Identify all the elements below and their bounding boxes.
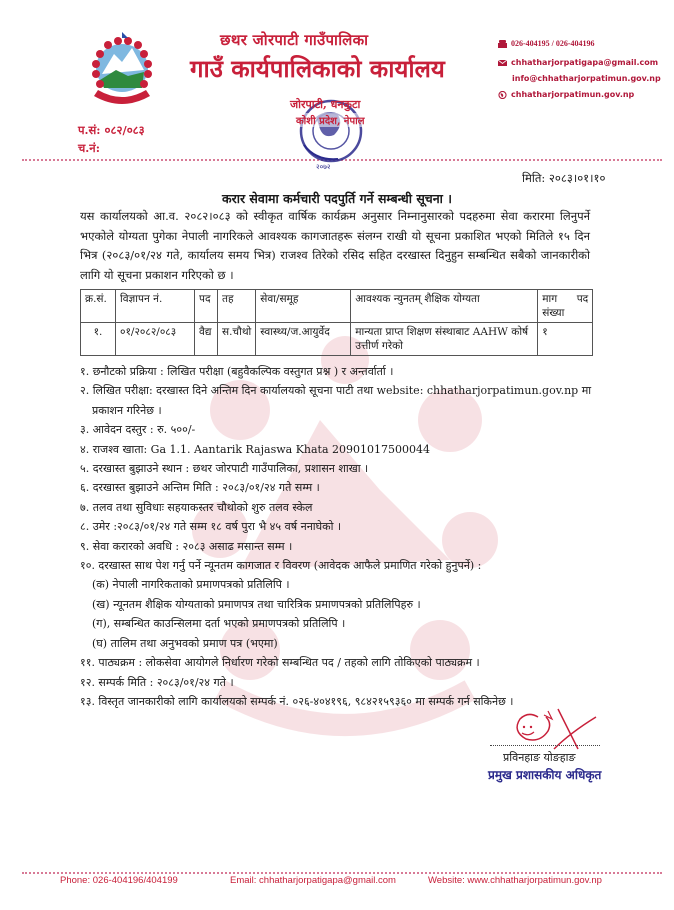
footer-website[interactable]: Website: www.chhatharjorpatimun.gov.np bbox=[428, 875, 602, 886]
cell-post: वैद्य bbox=[195, 323, 218, 356]
notice-subject: करार सेवामा कर्मचारी पदपुर्ति गर्ने सम्बन्धी सूचना । bbox=[222, 191, 452, 206]
office-title: गाउँ कार्यपालिकाको कार्यालय bbox=[190, 54, 445, 83]
col-demand-count: माग पद संख्या bbox=[538, 290, 593, 323]
header-email-primary-text[interactable]: chhatharjorpatigapa@gmail.com bbox=[511, 58, 659, 67]
vacancy-table bbox=[80, 289, 593, 356]
list-item: १०. दरखास्त साथ पेश गर्नु पर्ने न्यूनतम कागजात र विवरण (आवेदक आफैले प्रमाणित गरेको हुनुपर्ने) : bbox=[80, 559, 482, 573]
address-line-1: जोरपाटी, धनकुटा bbox=[290, 98, 361, 111]
list-subitem: (क) नेपाली नागरिकताको प्रमाणपत्रको प्रतिलिपि । bbox=[92, 578, 290, 592]
cell-serial: १. bbox=[81, 323, 116, 356]
footer-phone: Phone: 026-404196/404199 bbox=[60, 875, 178, 886]
notice-intro: यस कार्यालयको आ.व. २०८२।०८३ को स्वीकृत वार्षिक कार्यक्रम अनुसार निम्नानुसारको पदहरुमा सेवा करारमा लिनुपर्ने भएकोले योग्यता पुगेका नेपाली नागरिकले आवश्यक कागजातहरू संलग्न राखी यो सूचना प्रकाशित भएको मितिले १५ दिन भित्र (२०८३/०१/२४ गते, कार्यालय समय भित्र) राजश्व तिरेको रसिद सहित दरखास्त दिनुहुन सम्बन्धित सबैको जानकारीको लागि यो सूचना प्रकाशन गरिएको छ । bbox=[80, 209, 590, 282]
cell-advert-no: ०१/२०८२/०८३ bbox=[116, 323, 195, 356]
footer-divider bbox=[22, 872, 662, 874]
col-qualification: आवश्यक न्युनतम् शैक्षिक योग्यता bbox=[351, 290, 538, 323]
cell-level: स.चौथो bbox=[218, 323, 256, 356]
list-subitem: (ग), सम्बन्धित काउन्सिलमा दर्ता भएको प्रमाणपत्रको प्रतिलिपि । bbox=[92, 617, 346, 631]
cell-demand-count: १ bbox=[538, 323, 593, 356]
address-line-2: कोशी प्रदेश, नेपाल bbox=[296, 113, 365, 127]
list-item: ७. तलव तथा सुविधाः सहयाकस्तर चौथोको शुरु तलव स्केल bbox=[80, 500, 313, 514]
list-item: १. छनौटको प्रक्रिया : लिखित परीक्षा (बहुवैकल्पिक वस्तुगत प्रश्न ) र अन्तर्वार्ता । bbox=[80, 365, 394, 378]
svg-text:२०७२: २०७२ bbox=[316, 163, 331, 171]
list-item: ३. आवेदन दस्तुर : रु. ५००/- bbox=[80, 423, 196, 437]
cell-qualification: मान्यता प्राप्त शिक्षण संस्थाबाट AAHW कोर्ष उत्तीर्ण गरेको bbox=[351, 323, 538, 356]
dispatch-number: च.नं: bbox=[78, 141, 100, 155]
list-item: १२. सम्पर्क मिति : २०८३/०१/२४ गते । bbox=[80, 675, 234, 689]
col-advert-no: विज्ञापन नं. bbox=[116, 290, 195, 323]
table-header-row bbox=[81, 290, 593, 323]
header-email-secondary-text[interactable]: info@chhatharjorpatimun.gov.np bbox=[512, 74, 661, 83]
list-item: ८. उमेर :२०८३/०१/२४ गते सम्म १८ वर्ष पुरा भै ४५ वर्ष ननाघेको । bbox=[80, 520, 342, 534]
signer-title: प्रमुख प्रशासकीय अधिकृत bbox=[488, 768, 602, 782]
table-row bbox=[81, 323, 593, 356]
list-subitem: (घ) तालिम तथा अनुभवको प्रमाण पत्र (भएमा) bbox=[92, 636, 278, 650]
list-item: ६. दरखास्त बुझाउने अन्तिम मिति : २०८३/०१/२४ गते सम्म । bbox=[80, 481, 320, 495]
municipality-name: छथर जोरपाटी गाउँपालिका bbox=[220, 31, 369, 49]
header-phone bbox=[498, 39, 595, 48]
reference-number: प.सं: ०८२/०८३ bbox=[78, 123, 145, 137]
notice-date: मिति: २०८३।०१।१० bbox=[522, 171, 606, 185]
header-website bbox=[498, 90, 634, 99]
header-email-secondary bbox=[512, 74, 661, 83]
list-item: १३. विस्तृत जानकारीको लागि कार्यालयको सम्पर्क नं. ०२६-४०४१९६, ९८४२१५९३६० मा सम्पर्क गर्न सकिनेछ । bbox=[80, 694, 514, 708]
list-item: ९. सेवा करारको अवधि : २०८३ असाढ मसान्त सम्म । bbox=[80, 539, 293, 553]
signature-line bbox=[490, 745, 600, 746]
col-service-group: सेवा/समूह bbox=[256, 290, 351, 323]
list-item: २. लिखित परीक्षा: दरखास्त दिने अन्तिम दिन कार्यालयको सूचना पाटी तथा website: chhatharjorpatimun.gov.np मा bbox=[80, 384, 592, 398]
phone-icon bbox=[498, 40, 507, 48]
col-post: पद bbox=[195, 290, 218, 323]
list-item-continuation: प्रकाशन गरिनेछ । bbox=[92, 403, 162, 417]
header-phone-text: 026-404195 / 026-404196 bbox=[511, 39, 595, 48]
mail-icon bbox=[498, 59, 507, 67]
notice-points-list bbox=[80, 362, 600, 711]
col-serial: क्र.सं. bbox=[81, 290, 116, 323]
footer-email[interactable]: Email: chhatharjorpatigapa@gmail.com bbox=[230, 875, 396, 886]
nepal-emblem-logo bbox=[80, 30, 164, 110]
col-level: तह bbox=[218, 290, 256, 323]
globe-icon bbox=[498, 91, 507, 99]
list-item: ४. राजश्व खाता: Ga 1.1. Aantarik Rajaswa Khata 20901017500044 bbox=[80, 442, 431, 456]
list-subitem: (ख) न्यूनतम शैक्षिक योग्यताको प्रमाणपत्र तथा चारित्रिक प्रमाणपत्रको प्रतिलिपिहरु । bbox=[92, 597, 421, 611]
handwritten-signature bbox=[500, 705, 610, 755]
signer-name: प्रविनहाङ योङहाङ bbox=[503, 751, 576, 764]
header-email-primary bbox=[498, 58, 658, 67]
list-item: ११. पाठ्यक्रम : लोकसेवा आयोगले निर्धारण गरेको सम्बन्धित पद / तहको लागि तोकिएको पाठ्यक्रम । bbox=[80, 656, 480, 670]
list-item: ५. दरखास्त बुझाउने स्थान : छथर जोरपाटी गाउँपालिका, प्रशासन शाखा । bbox=[80, 462, 369, 476]
header-website-text[interactable]: chhatharjorpatimun.gov.np bbox=[511, 90, 635, 99]
cell-service-group: स्वास्थ्य/ज.आयुर्वेद bbox=[256, 323, 351, 356]
